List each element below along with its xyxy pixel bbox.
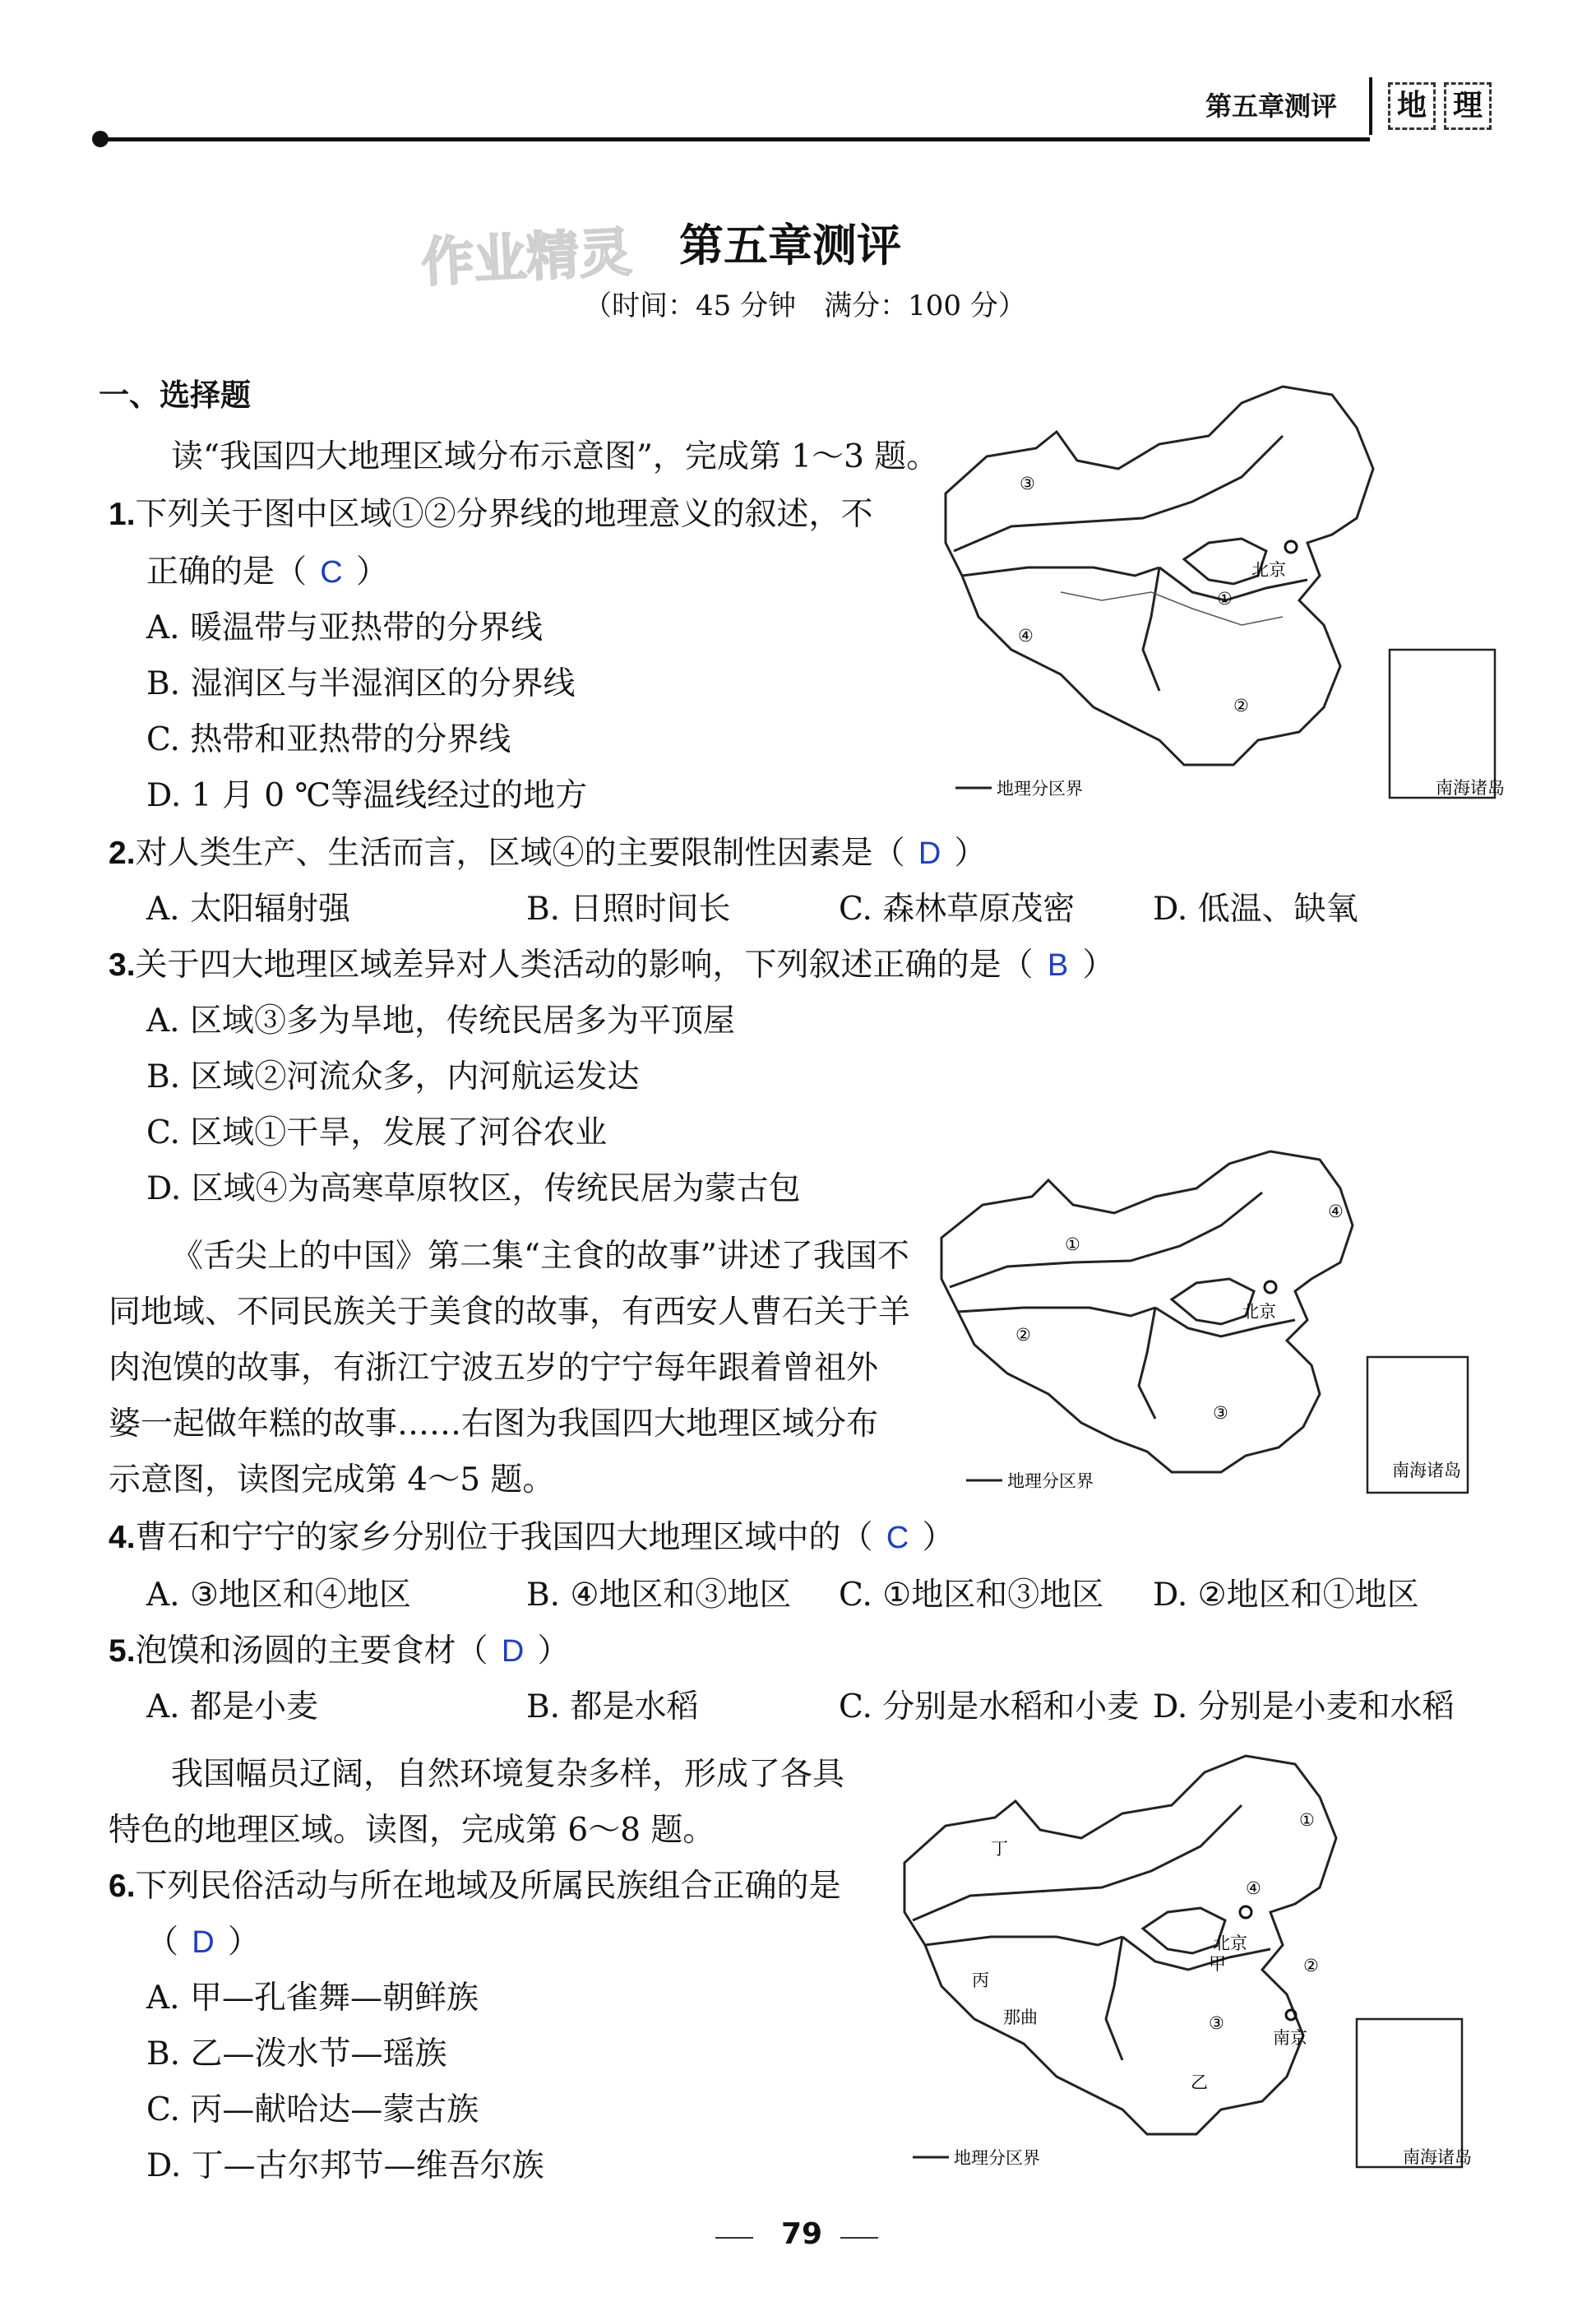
q5-answer: D [501, 1634, 525, 1669]
q3-option-c: C. 区域①干旱，发展了河谷农业 [146, 1114, 608, 1151]
intro-1: 读“我国四大地理区域分布示意图”，完成第 1～3 题。 [171, 438, 939, 475]
q2-option-a: A. 太阳辐射强 [146, 891, 350, 928]
intro-3-line-1: 我国幅员辽阔，自然环境复杂多样，形成了各具 [171, 1756, 845, 1793]
q4-option-d: D. ②地区和①地区 [1153, 1577, 1419, 1614]
map-3-china-regions [880, 1748, 1480, 2184]
map-3-beijing-dot [1240, 1906, 1251, 1918]
map-2-label-2: ② [1015, 1325, 1031, 1345]
q4-option-b: B. ④地区和③地区 [526, 1577, 792, 1614]
map-3-label-2: ② [1303, 1956, 1319, 1975]
q5-stem [109, 1630, 570, 1673]
intro-3-line-2: 特色的地理区域。读图，完成第 6～8 题。 [109, 1812, 715, 1849]
map-1-city-beijing: 北京 [1251, 560, 1286, 580]
map-1-china-regions [913, 378, 1505, 814]
q5-option-b: B. 都是水稻 [526, 1688, 699, 1725]
q4-option-c: C. ①地区和③地区 [839, 1577, 1104, 1614]
map-3-inset-box [1357, 2019, 1462, 2167]
q4-close: ） [922, 1519, 955, 1556]
map-3-label-1: ① [1299, 1810, 1315, 1830]
q1-stem-line2 [146, 551, 388, 594]
map-3-city-naqu: 那曲 [1003, 2008, 1038, 2027]
map-3-inset-label: 南海诸岛 [1403, 2147, 1472, 2167]
map-1-beijing-dot [1285, 541, 1297, 553]
map-3-svg [880, 1748, 1480, 2184]
header-chapter-label: 第五章测评 [1205, 90, 1338, 122]
map-3-boundary-east [1106, 1937, 1122, 2060]
q6-answer: D [192, 1925, 215, 1960]
map-1-label-2: ② [1233, 696, 1249, 716]
q5-option-c: C. 分别是水稻和小麦 [839, 1688, 1140, 1725]
q3-close: ） [1082, 947, 1115, 984]
map-2-china-regions [925, 1147, 1501, 1501]
q6-option-c: C. 丙—献哈达—蒙古族 [146, 2091, 479, 2128]
header-divider [1369, 77, 1372, 135]
q1-number: 1. [109, 497, 136, 532]
map-1-label-1: ① [1217, 589, 1233, 609]
q3-option-d: D. 区域④为高寒草原牧区，传统民居为蒙古包 [146, 1170, 801, 1207]
q6-stem-text: 下列民俗活动与所在地域及所属民族组合正确的是 [135, 1868, 841, 1905]
map-2-label-1: ① [1065, 1234, 1080, 1254]
map-2-beijing-dot [1265, 1281, 1276, 1293]
q5-number: 5. [109, 1633, 136, 1669]
map-1-inset-label: 南海诸岛 [1436, 778, 1505, 798]
page-title: 第五章测评 [679, 220, 901, 271]
map-1-legend: 地理分区界 [997, 779, 1083, 799]
q4-option-a: A. ③地区和④地区 [146, 1577, 411, 1614]
map-2-outline [941, 1151, 1353, 1472]
q3-answer: B [1047, 948, 1069, 983]
map-2-label-3: ③ [1213, 1403, 1228, 1423]
header-rule [97, 137, 1370, 141]
q2-option-c: C. 森林草原茂密 [839, 891, 1076, 928]
map-1-label-4: ④ [1018, 626, 1034, 646]
map-2-inset-label: 南海诸岛 [1392, 1461, 1461, 1480]
map-3-label-4: ④ [1246, 1878, 1261, 1898]
intro-2-line-4: 婆一起做年糕的故事……右图为我国四大地理区域分布 [109, 1406, 879, 1443]
q1-stem: 下列关于图中区域①②分界线的地理意义的叙述，不 [135, 496, 873, 533]
map-3-label-jia: 甲 [1209, 1954, 1226, 1974]
map-1-outline [946, 387, 1373, 765]
map-3-label-yi: 乙 [1191, 2072, 1208, 2092]
q1-option-a: A. 暖温带与亚热带的分界线 [146, 609, 543, 646]
q1-answer: C [320, 555, 343, 590]
subject-char-di: 地 [1388, 82, 1436, 130]
footer-dash-left [715, 2237, 753, 2239]
map-3-boundary-west [925, 1937, 1122, 1945]
q1-option-b: B. 湿润区与半湿润区的分界线 [146, 665, 576, 702]
map-2-svg [925, 1147, 1501, 1501]
map-3-label-3: ③ [1209, 2013, 1224, 2033]
map-3-boundary-qinling [1122, 1937, 1270, 1970]
q5-stem-text: 泡馍和汤圆的主要食材（ [135, 1633, 488, 1670]
q5-option-d: D. 分别是小麦和水稻 [1153, 1688, 1455, 1725]
footer-dash-right [840, 2237, 878, 2239]
q3-option-a: A. 区域③多为旱地，传统民居多为平顶屋 [146, 1003, 735, 1040]
section-heading: 一、选择题 [99, 377, 251, 413]
q4-stem [109, 1517, 955, 1559]
q4-answer: C [886, 1521, 909, 1555]
q2-stem-text: 对人类生产、生活而言，区域④的主要限制性因素是（ [135, 835, 905, 872]
map-3-label-ding: 丁 [991, 1839, 1008, 1859]
map-1-label-3: ③ [1020, 474, 1035, 493]
map-2-label-4: ④ [1328, 1202, 1344, 1221]
watermark: 作业精灵 [419, 222, 634, 294]
q2-option-b: B. 日照时间长 [526, 891, 731, 928]
map-3-city-nanjing: 南京 [1273, 2028, 1307, 2048]
intro-2-line-1: 《舌尖上的中国》第二集“主食的故事”讲述了我国不 [171, 1238, 909, 1275]
map-3-city-beijing: 北京 [1213, 1934, 1247, 1953]
q3-option-b: B. 区域②河流众多，内河航运发达 [146, 1058, 640, 1095]
q1-stem-line1 [109, 493, 873, 536]
page-subtitle: （时间：45 分钟 满分：100 分） [584, 289, 1026, 322]
q2-stem [109, 832, 987, 875]
map-2-legend: 地理分区界 [1007, 1471, 1094, 1491]
map-1-svg [913, 378, 1505, 814]
page-number: 79 [781, 2217, 823, 2251]
q6-number: 6. [109, 1869, 136, 1904]
q5-close: ） [537, 1633, 570, 1670]
intro-2-line-3: 肉泡馍的故事，有浙江宁波五岁的宁宁每年跟着曾祖外 [109, 1350, 879, 1387]
q2-close: ） [954, 835, 987, 872]
map-2-boundary-east [1139, 1308, 1155, 1419]
intro-2-line-2: 同地域、不同民族关于美食的故事，有西安人曹石关于羊 [109, 1294, 911, 1331]
map-3-label-bing: 丙 [972, 1971, 989, 1990]
map-1-boundary-west [962, 567, 1159, 576]
map-1-boundary-east [1143, 567, 1159, 691]
map-1-river [1061, 592, 1283, 625]
q6-option-d: D. 丁—古尔邦节—维吾尔族 [146, 2147, 544, 2184]
q1-stem-cont: 正确的是（ [146, 553, 308, 590]
q6-answer-line [146, 1921, 260, 1964]
intro-2-line-5: 示意图，读图完成第 4～5 题。 [109, 1461, 555, 1498]
q3-stem-text: 关于四大地理区域差异对人类活动的影响，下列叙述正确的是（ [135, 947, 1034, 984]
q4-stem-text: 曹石和宁宁的家乡分别位于我国四大地理区域中的（ [135, 1519, 873, 1556]
subject-char-li: 理 [1444, 82, 1492, 130]
q3-number: 3. [109, 947, 136, 983]
map-1-inset-box [1390, 650, 1495, 798]
q4-number: 4. [109, 1520, 136, 1555]
q6-open: （ [146, 1924, 179, 1961]
q5-option-a: A. 都是小麦 [146, 1688, 318, 1725]
q6-close: ） [228, 1924, 261, 1961]
map-2-boundary-west [958, 1308, 1155, 1316]
q1-close: ） [356, 553, 389, 590]
map-2-boundary-north [950, 1193, 1262, 1287]
q2-number: 2. [109, 836, 136, 871]
q6-stem [109, 1865, 841, 1908]
map-2-city-beijing: 北京 [1242, 1302, 1276, 1322]
q3-stem [109, 944, 1115, 987]
q1-option-d: D. 1 月 0 ℃等温线经过的地方 [146, 777, 588, 814]
q2-option-d: D. 低温、缺氧 [1153, 891, 1358, 928]
q1-option-c: C. 热带和亚热带的分界线 [146, 721, 511, 758]
q6-option-b: B. 乙—泼水节—瑶族 [146, 2035, 447, 2072]
q6-option-a: A. 甲—孔雀舞—朝鲜族 [146, 1980, 479, 2017]
map-3-legend: 地理分区界 [954, 2148, 1040, 2168]
q2-answer: D [918, 836, 941, 871]
